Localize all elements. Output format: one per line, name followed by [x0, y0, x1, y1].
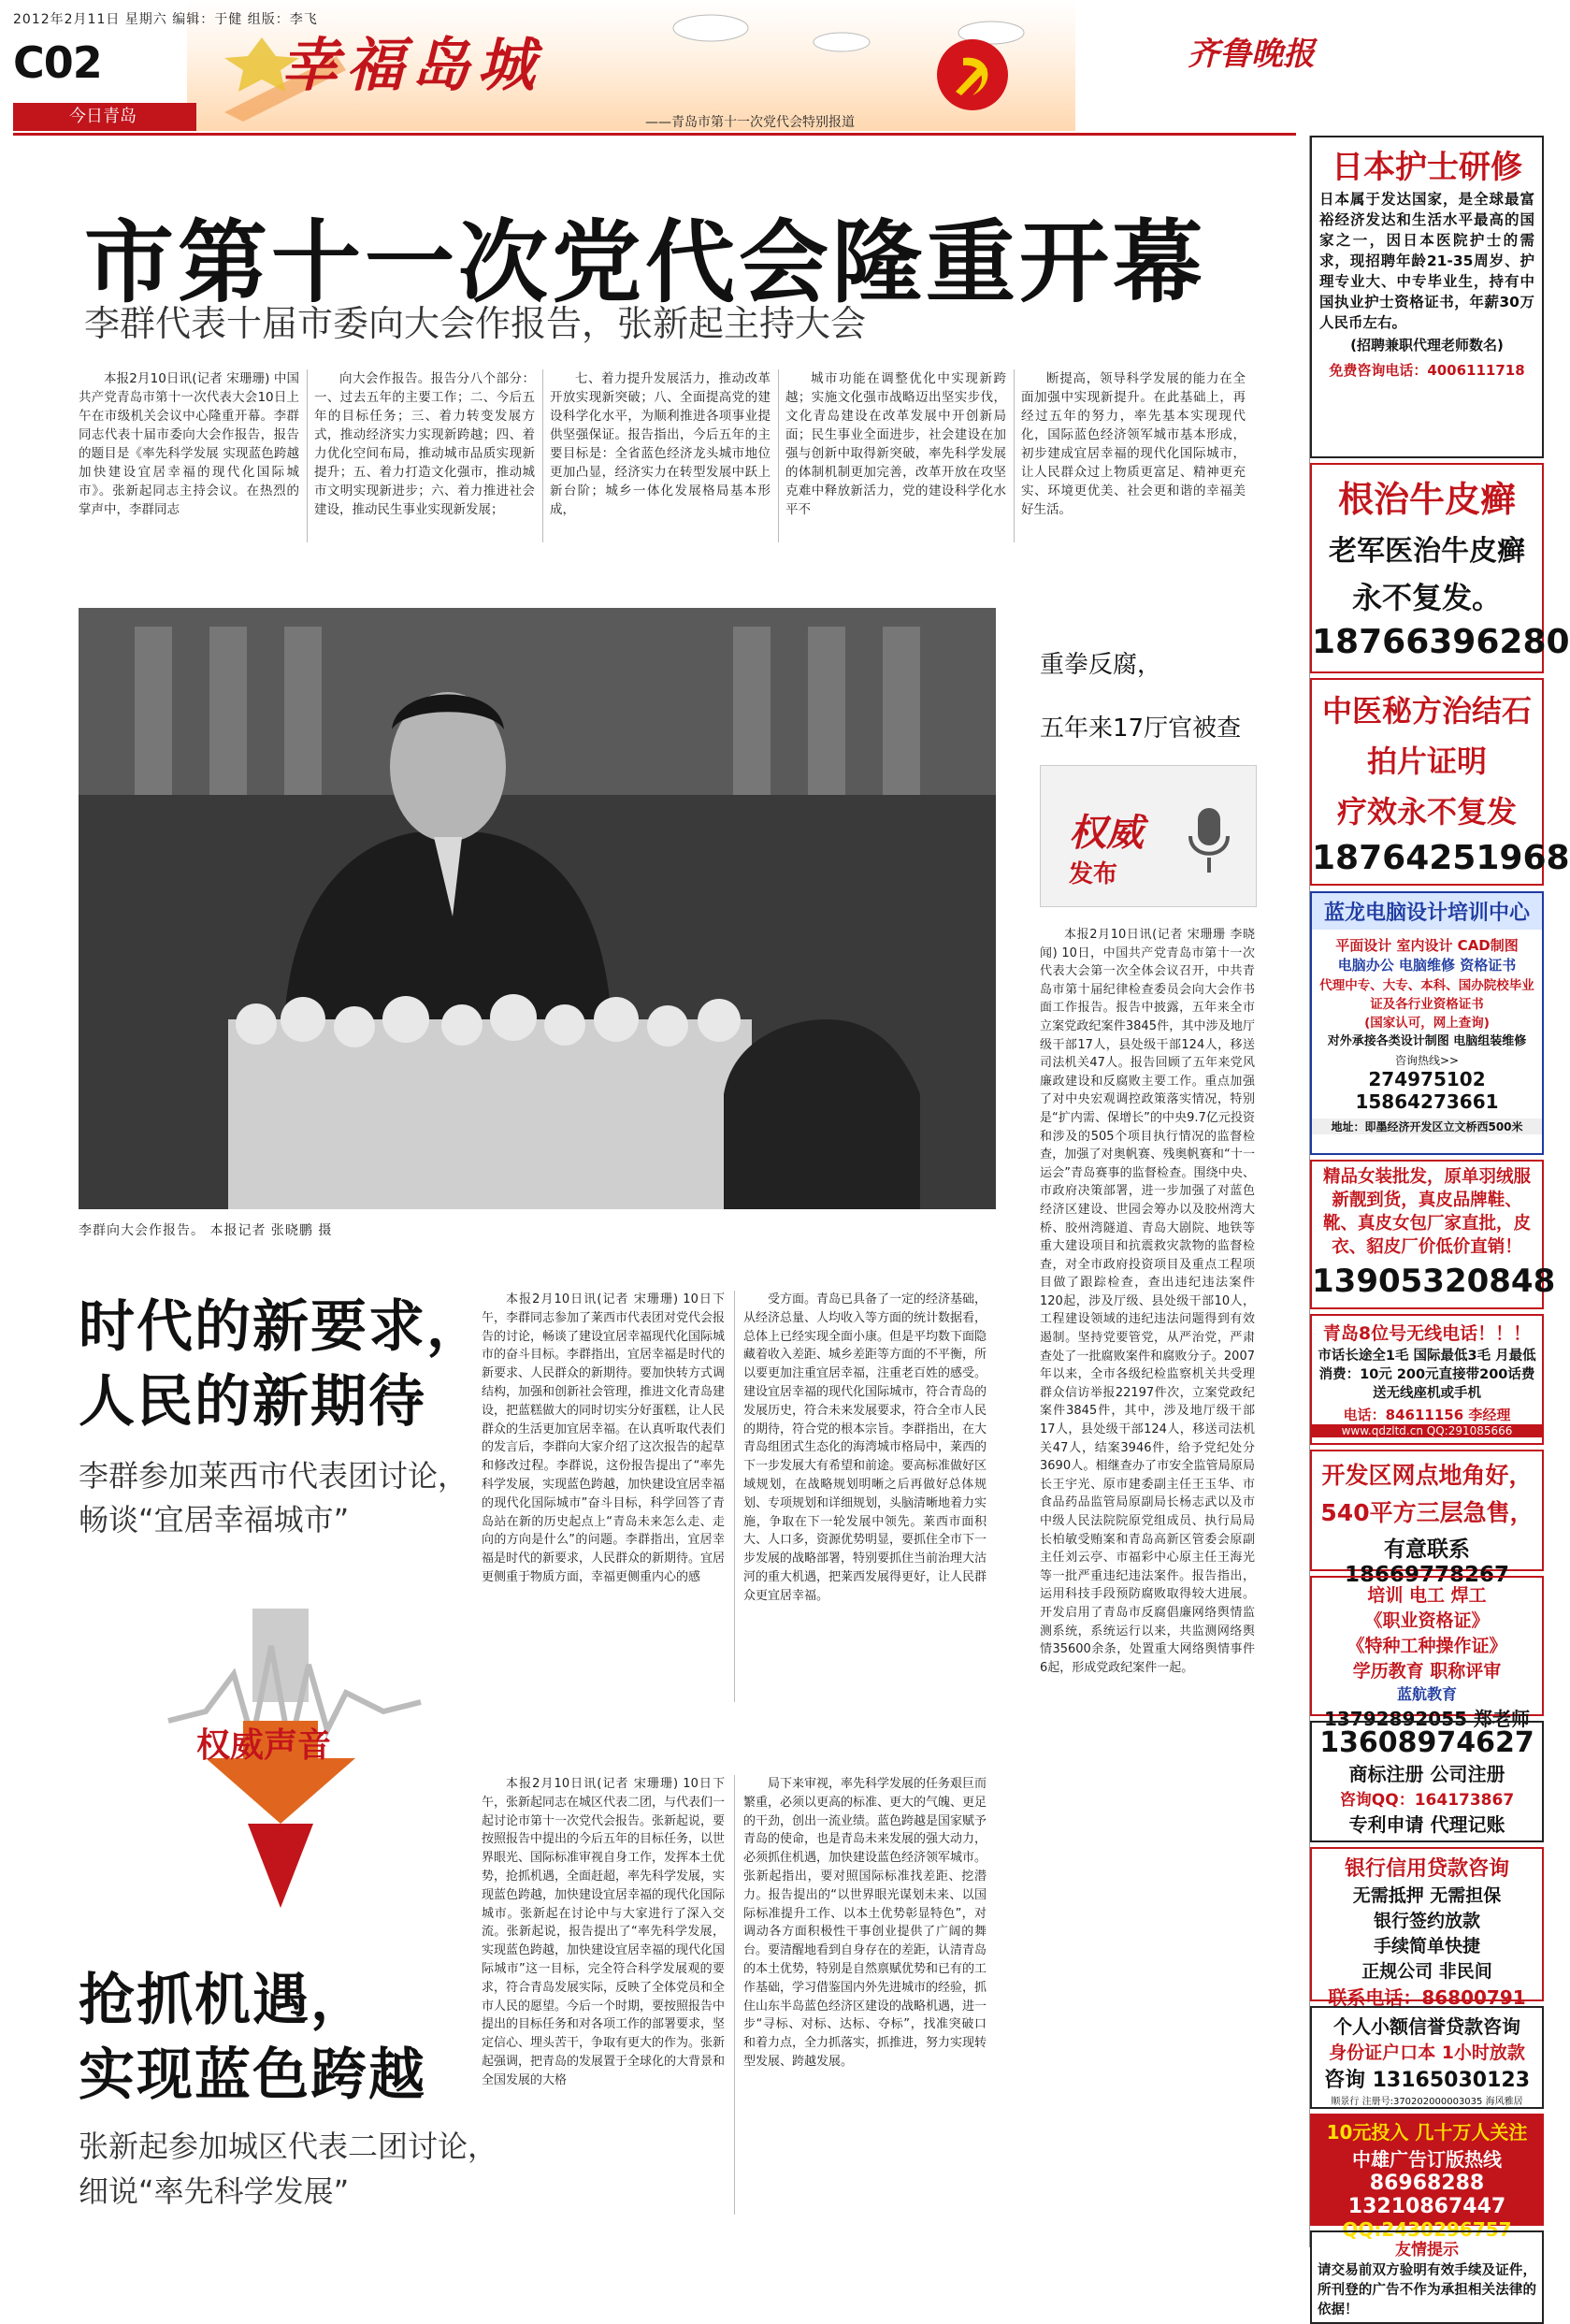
ad-line: 老军医治牛皮癣 [1329, 535, 1525, 568]
ad-line: 手续简单快捷 [1373, 1936, 1480, 1956]
story-two-subhead-2: 畅谈“宜居幸福城市” [79, 1502, 350, 1537]
ad-phone: 咨询 13165030123 [1323, 2069, 1531, 2092]
page-number: C02 [13, 37, 102, 88]
ad-line: 开发区网点地角好， [1321, 1462, 1533, 1489]
ad-line: 代理中专、大专、本科、国办院校毕业证及各行业资格证书 [1319, 978, 1534, 1012]
ad-kidney-stone [1310, 678, 1570, 886]
ad-line: 身份证户口本 1小时放款 [1329, 2043, 1525, 2063]
ad-line: 蓝航教育 [1396, 1685, 1457, 1703]
ad-body: 精品女装批发，原单羽绒服新靓到货，真皮品牌鞋、靴、真皮女包厂家直批，皮衣、貂皮厂价低价直销！ [1322, 1167, 1531, 1257]
lead-headline: 市第十一次党代会隆重开幕 [84, 210, 1206, 315]
authority-voice-label: 权威声音 [196, 1726, 332, 1765]
lead-subheadline: 李群代表十届市委向大会作报告，张新起主持大会 [84, 303, 867, 344]
ad-phone: 15864273661 [1355, 1090, 1499, 1113]
ad-line: 《特种工种操作证》 [1347, 1636, 1507, 1656]
ad-site: www.qdzltd.cn QQ:291085666 [1312, 1424, 1542, 1437]
ad-vocational-training [1310, 1576, 1544, 1730]
party-emblem-icon [935, 37, 1010, 112]
badge-text-2: 发布 [1069, 860, 1118, 888]
ad-phone: 13608974627 [1319, 1726, 1534, 1759]
column-divider [778, 369, 779, 542]
lead-photo [79, 608, 996, 1209]
ad-address: 地址：即墨经济开发区立文桥西500米 [1312, 1119, 1542, 1134]
banner-subtitle: ——青岛市第十一次党代会特别报道 [645, 115, 855, 130]
sidebar-story-body: 本报2月10日讯(记者 宋珊珊 李晓闻) 10日，中国共产党青岛市第十一次代表大会第一次全体会议召开，中共青岛市第十届纪律检查委员会向大会作书面工作报告。报告中披露，五年来全市立案党政纪案件3845件，其中涉及地厅级干部17人，县处级干部124人，移送司法机关47人。报告回顾了五年来党风廉政建设和反腐败主要工作。重点加强了对中央宏观调控政策落实情况，特别是“扩内需、保增长”的中央9.7亿元投资和涉及的505个项目执行情况的监督检查，加强了对奥帆赛、残奥帆赛和“十一运会”青岛赛事的监督检查。围绕中央、市政府决策部署，进一步加强了对蓝色经济区建设、世园会筹办以及胶州湾大桥、胶州湾隧道、青岛大剧院、地铁等重大建设项目和抗震救灾款物的监督检查，对全市政府投资项目及重点工程项目做了跟踪检查，查出违纪违法案件120起，涉及厅级、县处级干部10人，工程建设领域的违纪违法问题得到有效遏制。坚持党要管党，从严治党，严肃查处了一批腐败案件和腐败分子。2007年以来，全市各级纪检监察机关共受理群众信访举报22197件次，立案党政纪案件3845件，其中，涉及地厅级干部17人，县处级干部124人，移送司法机关47人，结案3946件，给予党纪处分3690人。相继查办了市安全监管局原局长王宇光、原市建委副主任王玉华、市食品药品监管局原副局长杨志武以及市中级人民法院院原党组成员、执行局局长柏敏受贿案和青岛高新区管委会原副主任刘云亭、市福彩中心原主任王海光等一批严重违纪违法案件。报告指出，运用科技手段预防腐败取得较大进展。开发启用了青岛市反腐倡廉网络舆情监测系统，系统运行以来，共监测网络舆情35600余条，处置重大网络舆情事件6起，形成党政纪案件一起。 [1040, 928, 1255, 1675]
story-three-headline-2: 实现蓝色跨越 [79, 2043, 426, 2108]
ad-wireless-phone [1310, 1314, 1544, 1445]
ad-line: 正规公司 非民间 [1361, 1961, 1492, 1982]
story-two-column-2: 受方面。青岛已具备了一定的经济基础，从经济总量、人均收入等方面的统计数据看，总体上已经实现全面小康。但是平均数下面隐藏着收入差距、城乡差距等方面的不平衡，所以要更加注重宜居幸福，注重老百姓的感受。建设宜居幸福的现代化国际城市，符合青岛的发展历史，符合未来发展要求，符合全市人民的期待，符合党的根本宗旨。李群指出，在大青岛组团式生态化的海湾城市格局中，莱西的下一步发展大有希望和前途。要高标准做好区域规划，在战略规划明晰之后再做好总体规划、专项规划和详细规划，头脑清晰地着力实施，争取在下一轮发展中领先。莱西市面积大、人口多，资源优势明显，要抓住全市下一步发展的战略部署，特别要抓住当前治理大沽河的重大机遇，把莱西发展得更好，让人民群众更宜居幸福。 [743, 1292, 987, 1603]
masthead [0, 0, 1547, 131]
lead-column-2: 向大会作报告。报告分八个部分：一、过去五年的主要工作；二、今后五年的目标任务；三、着力转变发展方式，推动经济实力实现新跨越；四、着力优化空间布局，推动城市品质实现新提升；五、着力打造文化强市，推动城市文明实现新进步；六、着力推进社会建设，推动民生事业实现新发展； [314, 371, 535, 517]
ad-phone: 274975102 [1368, 1068, 1486, 1090]
ad-title: 日本护士研修 [1332, 149, 1522, 186]
ad-line: 咨询热线>> [1394, 1054, 1460, 1067]
badge-text-1: 权威 [1069, 812, 1144, 855]
header-rule [13, 133, 1296, 136]
ad-title: 个人小额信誉贷款咨询 [1333, 2015, 1520, 2038]
lead-column-3: 七、着力提升发展活力，推动改革开放实现新突破；八、全面提高党的建设科学化水平，为顺利推进各项事业提供坚强保证。报告指出，今后五年的主要目标是：全省蓝色经济龙头城市地位更加凸显，经济实力在转型发展中跃上新台阶；城乡一体化发展格局基本形成， [550, 371, 771, 517]
lead-column-1: 本报2月10日讯(记者 宋珊珊) 中国共产党青岛市第十一次代表大会10日上午在市级机关会议中心隆重开幕。李群同志代表十届市委向大会作报告，报告的题目是《率先科学发展 实现蓝色跨越 加快建设宜居幸福的现代化国际城市》。张新起同志主持会议。在热烈的掌声中，李群同志 [79, 371, 299, 517]
ad-title: 根治牛皮癣 [1337, 479, 1516, 520]
ad-nurse-training [1310, 136, 1544, 458]
column-divider [734, 1291, 735, 1702]
sidebar-teaser-line-2: 五年来17厅官被查 [1040, 715, 1242, 743]
ad-computer-school [1310, 891, 1544, 1155]
story-three-subhead-2: 细说“率先科学发展” [79, 2173, 350, 2209]
lead-column-4: 城市功能在调整优化中实现新跨越；实施文化强市战略迈出坚实步伐，文化青岛建设在改革发展中开创新局面；民生事业全面进步，社会建设在加强与创新中取得新突破，率先科学发展的体制机制更加完善，改革开放在攻坚克难中释放新活力，党的建设科学化水平不 [785, 371, 1006, 517]
ad-body: 市话长途全1毛 国际最低3毛 月最低消费：10元 200元直接带200话费 送无线座机或手机 [1318, 1349, 1536, 1401]
ad-phone: 13210867447 [1347, 2195, 1506, 2218]
newspaper-logo: 齐鲁晚报 [1188, 36, 1315, 73]
sidebar-teaser-line-1: 重拳反腐， [1040, 651, 1162, 679]
ad-phone: 联系电话：86800791 [1328, 1986, 1526, 2009]
date-editor-line: 2012年2月11日 星期六 编辑：于健 组版：李飞 [13, 12, 318, 27]
ad-title: 友情提示 [1395, 2241, 1459, 2259]
story-two-subhead-1: 李群参加莱西市代表团讨论， [79, 1458, 468, 1494]
ad-line: (国家认可，网上查询) [1364, 1016, 1490, 1031]
ad-line: 疗效永不复发 [1336, 794, 1517, 830]
column-divider [307, 369, 308, 542]
ad-note: (招聘兼职代理老师数名) [1350, 337, 1504, 354]
ad-personal-loan [1310, 2006, 1544, 2109]
ad-line: 永不复发。 [1351, 580, 1502, 615]
ad-title: 银行信用贷款咨询 [1344, 1857, 1509, 1881]
ad-phone-label: 电话： [1343, 1407, 1386, 1423]
ad-qq: 咨询QQ：164173867 [1339, 1791, 1515, 1810]
ad-line: 商标注册 公司注册 [1348, 1763, 1505, 1785]
ad-title: 蓝龙电脑设计培训中心 [1312, 893, 1542, 930]
ad-notice [1310, 2230, 1544, 2324]
ad-title: 10元投入 几十万人关注 [1326, 2121, 1528, 2144]
ad-bank-loan [1310, 1847, 1544, 2009]
ad-phone: 13792892055 郑老师 [1323, 1708, 1531, 1730]
ad-zhongxiong-advert [1310, 2114, 1544, 2241]
ad-qq: QQ:2430296757 [1342, 2218, 1512, 2241]
ad-phone: 18764251968 [1312, 839, 1570, 877]
column-divider [734, 1775, 735, 2215]
ad-body: 请交易前双方验明有效手续及证件，所刊登的广告不作为承担相关法律的依据！ [1318, 2263, 1536, 2317]
ad-line: 培训 电工 焊工 [1367, 1585, 1487, 1606]
ad-line: 电脑办公 电脑维修 资格证书 [1337, 957, 1517, 974]
ad-line: 中雄广告订版热线 [1352, 2148, 1502, 2171]
column-divider [1014, 369, 1015, 542]
photo-caption: 李群向大会作报告。 本报记者 张晓鹏 摄 [79, 1223, 333, 1238]
lead-column-5: 断提高，领导科学发展的能力在全面加强中实现新提升。在此基础上，再经过五年的努力，率先基本实现现代化，国际蓝色经济领军城市基本形成，初步建成宜居幸福的现代化国际城市，让人民群众过上物质更富足、精神更充实、环境更优美、社会更和谐的幸福美好生活。 [1021, 371, 1246, 517]
ad-line: 540平方三层急售， [1320, 1499, 1534, 1526]
ad-phone: 18766396280 [1312, 623, 1570, 661]
story-three-column-1: 本报2月10日讯(记者 宋珊珊) 10日下午，张新起同志在城区代表二团，与代表们一起讨论市第十一次党代会报告。张新起说，要按照报告中提出的今后五年的目标任务，以世界眼光、国际标准审视自身工作，发挥本土优势，抢抓机遇，全面赶超，率先科学发展，实现蓝色跨越，加快建设宜居幸福的现代化国际城市。张新起在讨论中与大家进行了深入交流。张新起说，报告提出了“率先科学发展，实现蓝色跨越，加快建设宜居幸福的现代化国际城市”这一目标，完全符合科学发展观的要求，符合青岛发展实际，反映了全体党员和全市人民的愿望。今后一个时期，要按照报告中提出的目标任务和对各项工作的部署要求，坚定信心、埋头苦干，争取有更大的作为。张新起强调，把青岛的发展置于全球化的大背景和全国发展的大格 [482, 1777, 726, 2087]
microphone-icon [1181, 803, 1237, 878]
ad-body: 日本属于发达国家，是全球最富裕经济发达和生活水平最高的国家之一，因日本医院护士的需求，现招聘年龄21-35周岁、护理专业大、中专毕业生，持有中国执业护士资格证书，年薪30万人民币左右。 [1319, 191, 1534, 331]
ad-phone: 86968288 [1369, 2172, 1485, 2195]
ad-line: 拍片证明 [1366, 743, 1487, 779]
ad-line: 对外承接各类设计制图 电脑组装维修 [1327, 1034, 1527, 1048]
speaker-photo-illustration [79, 608, 996, 1209]
ad-line: 专利申请 代理记账 [1348, 1813, 1505, 1836]
ad-phone: 84611156 李经理 [1385, 1407, 1511, 1423]
ad-line: 无需抵押 无需担保 [1352, 1885, 1502, 1906]
ad-shop-for-sale [1310, 1450, 1544, 1587]
ad-title: 中医秘方治结石 [1321, 693, 1532, 729]
ad-line: 学历教育 职称评审 [1352, 1661, 1502, 1682]
story-two-headline-2: 人民的新期待 [79, 1369, 426, 1435]
ad-phone: 免费咨询电话：4006111718 [1329, 362, 1525, 379]
ad-fashion [1310, 1160, 1556, 1309]
ad-line: 《职业资格证》 [1364, 1610, 1490, 1631]
banner-title: 幸福岛城 [281, 31, 543, 99]
ad-line: 银行签约放款 [1373, 1911, 1480, 1931]
column-divider [542, 369, 543, 542]
story-three-column-2: 局下来审视，率先科学发展的任务艰巨而繁重，必须以更高的标准、更大的气魄、更足的干劲，创出一流业绩。蓝色跨越是国家赋予青岛的使命，也是青岛未来发展的强大动力，必须抓住机遇，加快建设蓝色经济领军城市。张新起指出，要对照国际标准找差距、挖潜力。报告提出的“以世界眼光谋划未来、以国际标准提升工作、以本土优势彰显特色”，对调动各方面积极性干事创业提供了广阔的舞台。要清醒地看到自身存在的差距，认清青岛的本土优势，特别是自然禀赋优势和已有的工作基础，学习借鉴国内外先进城市的经验，抓住山东半岛蓝色经济区建设的战略机遇，进一步“寻标、对标、达标、夺标”，找准突破口和着力点，全力抓落实，抓推进，努力实现转型发展、跨越发展。 [743, 1777, 987, 2069]
ad-trademark [1310, 1721, 1544, 1842]
ad-line: 顺景行 注册号:370202000003035 海风雅居 [1331, 2097, 1523, 2107]
classified-ads-column [1309, 136, 1570, 2317]
story-three-subhead-1: 张新起参加城区代表二团讨论， [79, 2129, 498, 2164]
ad-phone: 有意联系18669778267 [1344, 1537, 1510, 1587]
ad-psoriasis [1310, 463, 1570, 673]
section-label: 今日青岛 [13, 103, 196, 131]
story-two-column-1: 本报2月10日讯(记者 宋珊珊) 10日下午，李群同志参加了莱西市代表团对党代会报告的讨论，畅谈了建设宜居幸福现代化国际城市的奋斗目标。李群指出，宜居幸福是时代的新要求、人民群众的新期待。要加快转方式调结构，加强和创新社会管理，推进文化青岛建设，把蓝糕做大的同时切实分好蛋糕，让人民群众的生活更加宜居幸福。在认真听取代表们的发言后，李群向大家介绍了这次报告的起草和修改过程。李群说，这份报告提出了“率先科学发展，实现蓝色跨越，加快建设宜居幸福的现代化国际城市”奋斗目标，科学回答了青岛站在新的历史起点上“青岛未来怎么走、走向的方向是什么”的问题。李群指出，宜居幸福是时代的新要求，人民群众的新期待。宜居更侧重于物质方面，幸福更侧重内心的感 [482, 1292, 726, 1584]
story-two-headline-1: 时代的新要求， [79, 1294, 484, 1360]
ad-phone: 13905320848 [1312, 1263, 1556, 1300]
ad-line: 平面设计 室内设计 CAD制图 [1335, 937, 1519, 954]
authority-release-badge [1040, 765, 1257, 907]
story-three-headline-1: 抢抓机遇， [79, 1968, 368, 2033]
ad-title: 青岛8位号无线电话！！！ [1322, 1323, 1532, 1344]
